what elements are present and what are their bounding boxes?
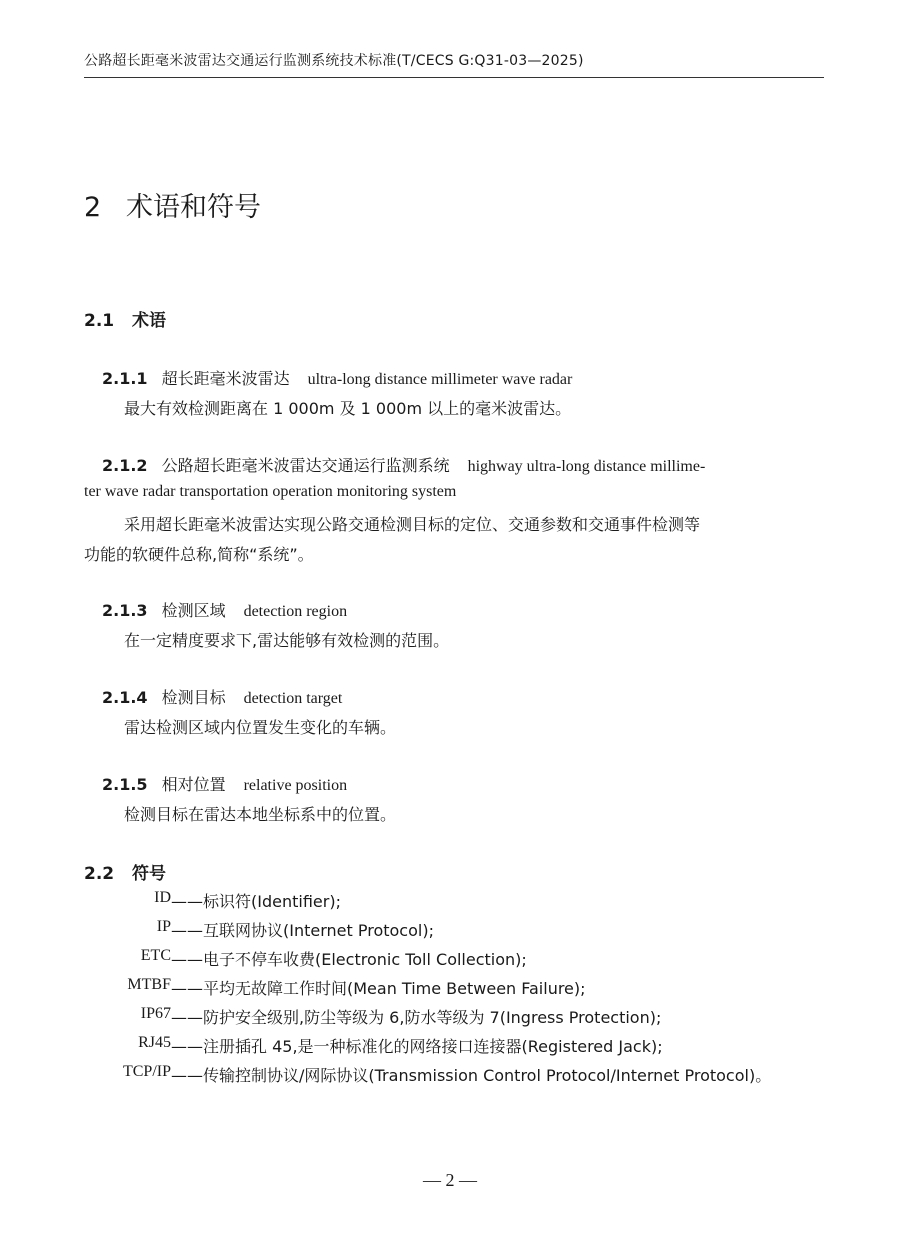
- symbol-entry: [0, 947, 900, 971]
- symbol-entry: [0, 1034, 900, 1058]
- symbol-entry: [0, 1005, 900, 1029]
- term-definition: 雷达检测区域内位置发生变化的车辆。: [124, 718, 397, 737]
- section-title: 符号: [132, 864, 166, 884]
- term-heading: [102, 366, 572, 389]
- term-definition: 在一定精度要求下,雷达能够有效检测的范围。: [124, 631, 450, 650]
- symbol-entry: [0, 889, 900, 913]
- symbol-entry: [0, 1063, 900, 1087]
- term-english: highway ultra-long distance millime-: [467, 458, 706, 475]
- term-chinese: 检测区域: [161, 601, 226, 620]
- page-number: — 2 —: [423, 1170, 477, 1190]
- term-heading: [102, 453, 705, 476]
- running-header: 公路超长距毫米波雷达交通运行监测系统技术标准(T/CECS G:Q31-03—2025): [84, 53, 584, 69]
- section-heading-terms: [84, 306, 166, 331]
- term-chinese: 超长距毫米波雷达: [161, 369, 290, 388]
- symbol-abbreviation: IP: [156, 918, 171, 935]
- symbol-description: ——平均无故障工作时间(Mean Time Between Failure);: [171, 979, 586, 998]
- term-heading: [102, 772, 347, 795]
- symbol-abbreviation: TCP/IP: [122, 1063, 171, 1080]
- term-english-continued: ter wave radar transportation operation monitoring system: [84, 483, 457, 500]
- term-english: detection region: [243, 603, 348, 620]
- section-number: 2.1: [84, 311, 115, 331]
- term-definition: 最大有效检测距离在 1 000m 及 1 000m 以上的毫米波雷达。: [124, 399, 572, 418]
- chapter-heading: [84, 185, 261, 224]
- symbol-description: ——注册插孔 45,是一种标准化的网络接口连接器(Registered Jack);: [171, 1037, 663, 1056]
- term-number: 2.1.4: [102, 688, 148, 707]
- term-english: relative position: [243, 777, 348, 794]
- section-title: 术语: [132, 311, 166, 331]
- term-number: 2.1.3: [102, 601, 148, 620]
- symbol-description: ——电子不停车收费(Electronic Toll Collection);: [171, 950, 527, 969]
- term-chinese: 相对位置: [161, 775, 226, 794]
- symbol-description: ——标识符(Identifier);: [171, 892, 341, 911]
- term-number: 2.1.1: [102, 369, 148, 388]
- term-chinese: 检测目标: [161, 688, 226, 707]
- term-heading: [102, 598, 347, 621]
- term-definition: 检测目标在雷达本地坐标系中的位置。: [124, 805, 397, 824]
- section-heading-symbols: [84, 859, 166, 884]
- term-definition: 功能的软硬件总称,简称“系统”。: [84, 545, 314, 564]
- header-divider: [84, 77, 824, 78]
- symbol-abbreviation: MTBF: [127, 976, 171, 993]
- symbol-abbreviation: RJ45: [138, 1034, 171, 1051]
- symbol-description: ——传输控制协议/网际协议(Transmission Control Protocol/Internet Protocol)。: [171, 1066, 772, 1085]
- section-number: 2.2: [84, 864, 115, 884]
- symbol-abbreviation: IP67: [140, 1005, 171, 1022]
- term-chinese: 公路超长距毫米波雷达交通运行监测系统: [161, 456, 450, 475]
- symbol-description: ——互联网协议(Internet Protocol);: [171, 921, 434, 940]
- chapter-number: 2: [84, 192, 102, 223]
- symbol-entry: [0, 918, 900, 942]
- term-heading: [102, 685, 342, 708]
- term-english: detection target: [243, 690, 343, 707]
- term-definition: 采用超长距毫米波雷达实现公路交通检测目标的定位、交通参数和交通事件检测等: [124, 515, 701, 534]
- term-english: ultra-long distance millimeter wave radar: [307, 371, 573, 388]
- symbol-abbreviation: ID: [154, 889, 171, 906]
- chapter-title: 术语和符号: [126, 192, 261, 223]
- term-number: 2.1.5: [102, 775, 148, 794]
- symbol-entry: [0, 976, 900, 1000]
- term-number: 2.1.2: [102, 456, 148, 475]
- symbol-abbreviation: ETC: [140, 947, 171, 964]
- symbol-description: ——防护安全级别,防尘等级为 6,防水等级为 7(Ingress Protection);: [171, 1008, 662, 1027]
